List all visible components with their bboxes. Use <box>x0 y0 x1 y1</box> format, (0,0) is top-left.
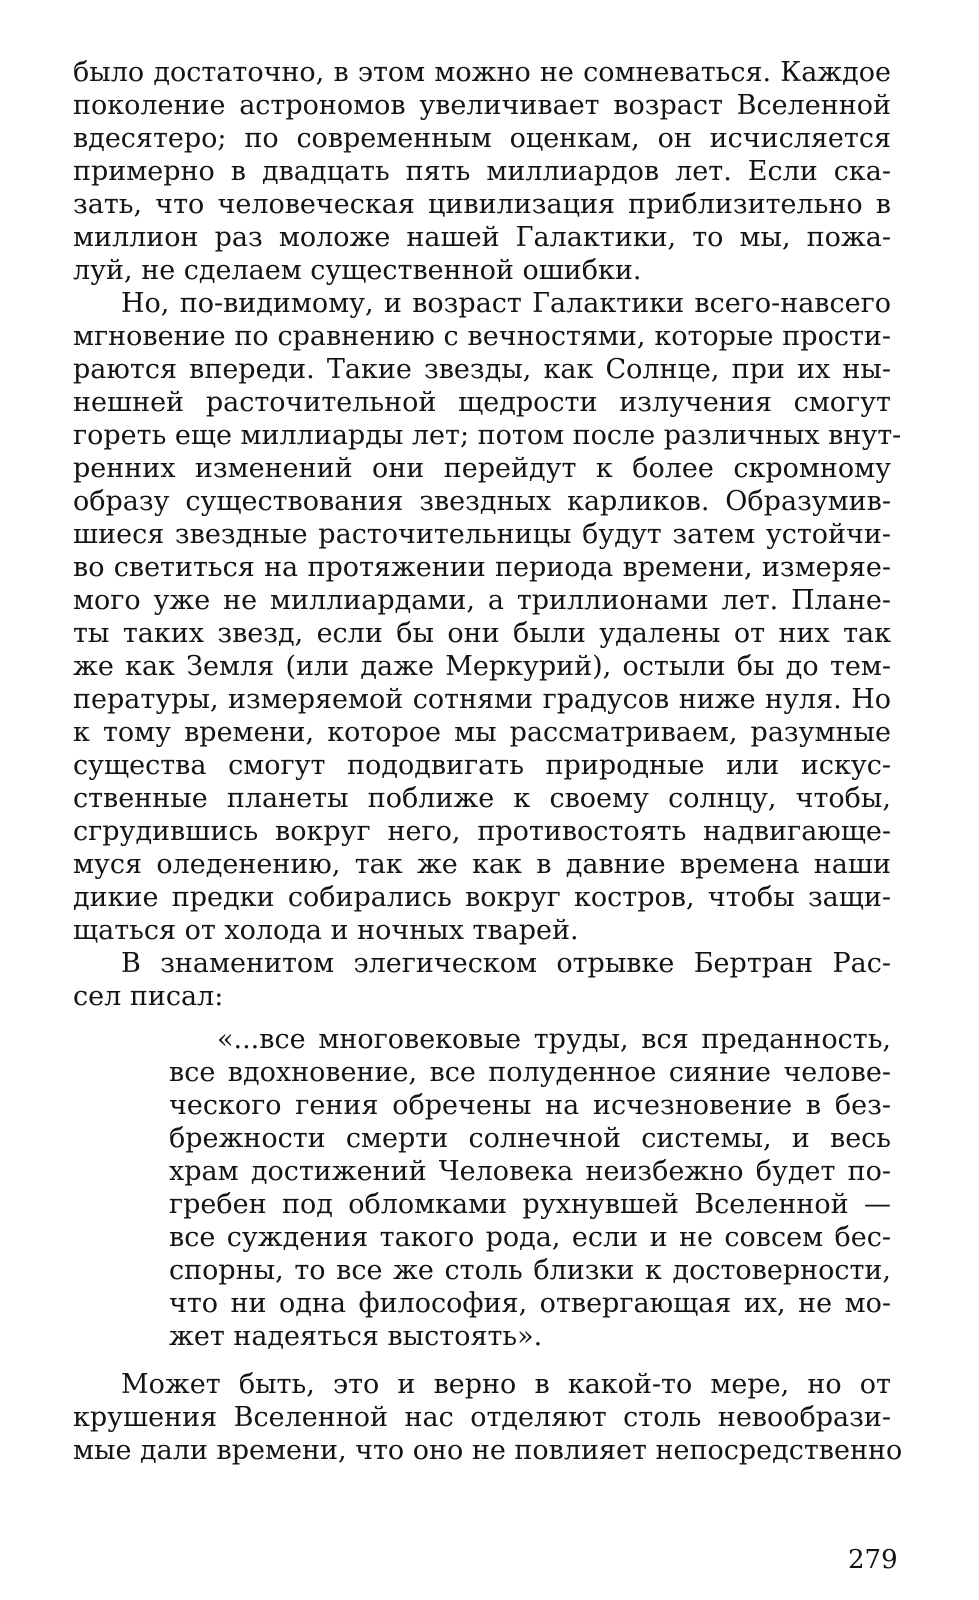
text-line: луй, не сделаем существенной ошибки. <box>73 255 642 286</box>
quote-line: ческого гения обречены на исчезновение в без- <box>169 1090 891 1121</box>
text-line: нешней расточительной щедрости излучения смогут <box>73 387 891 418</box>
text-line: ственные планеты поближе к своему солнцу, чтобы, <box>73 783 891 814</box>
paragraph-start: В знаменитом элегическом отрывке Бертран Рас- <box>121 948 891 979</box>
text-line: миллион раз моложе нашей Галактики, то мы, пожа- <box>73 222 891 253</box>
quote-line: жет надеяться выстоять». <box>169 1321 543 1352</box>
text-line: к тому времени, которое мы рассматриваем, разумные <box>73 717 891 748</box>
quote-line: храм достижений Человека неизбежно будет по- <box>169 1156 891 1187</box>
quote-line: спорны, то все же столь близки к достоверности, <box>169 1255 891 1286</box>
text-line: шиеся звездные расточительницы будут затем устойчи- <box>73 519 891 550</box>
text-line: сгрудившись вокруг него, противостоять надвигающе- <box>73 816 891 847</box>
text-line: крушения Вселенной нас отделяют столь невообрази- <box>73 1402 891 1433</box>
text-line: зать, что человеческая цивилизация приблизительно в <box>73 189 891 220</box>
text-line: вдесятеро; по современным оценкам, он исчисляется <box>73 123 891 154</box>
text-line: гореть еще миллиарды лет; потом после различных внут- <box>73 420 902 451</box>
quote-line: брежности смерти солнечной системы, и весь <box>169 1123 891 1154</box>
text-line: образу существования звездных карликов. Образумив- <box>73 486 891 517</box>
text-line: было достаточно, в этом можно не сомневаться. Каждое <box>73 57 891 88</box>
quote-line: «...все многовековые труды, вся преданность, <box>217 1024 891 1055</box>
text-line: муся оледенению, так же как в давние времена наши <box>73 849 891 880</box>
paragraph-start: Но, по-видимому, и возраст Галактики всего-навсего <box>121 288 891 319</box>
text-line: пературы, измеряемой сотнями градусов ниже нуля. Но <box>73 684 891 715</box>
paragraph-start: Может быть, это и верно в какой-то мере, но от <box>121 1369 891 1400</box>
text-line: примерно в двадцать пять миллиардов лет. Если ска- <box>73 156 891 187</box>
page-number: 279 <box>848 1545 898 1575</box>
text-line: же как Земля (или даже Меркурий), остыли бы до тем- <box>73 651 891 682</box>
text-line: ренних изменений они перейдут к более скромному <box>73 453 891 484</box>
text-line: раются впереди. Такие звезды, как Солнце, при их ны- <box>73 354 891 385</box>
text-line: поколение астрономов увеличивает возраст Вселенной <box>73 90 891 121</box>
text-line: дикие предки собирались вокруг костров, чтобы защи- <box>73 882 891 913</box>
text-line: щаться от холода и ночных тварей. <box>73 915 579 946</box>
quote-line: что ни одна философия, отвергающая их, не мо- <box>169 1288 891 1319</box>
quote-line: гребен под обломками рухнувшей Вселенной — <box>169 1189 891 1220</box>
text-line: сел писал: <box>73 981 224 1012</box>
text-line: мого уже не миллиардами, а триллионами лет. Плане- <box>73 585 891 616</box>
quote-line: все суждения такого рода, если и не совсем бес- <box>169 1222 891 1253</box>
text-line: во светиться на протяжении периода времени, измеряе- <box>73 552 891 583</box>
text-line: мгновение по сравнению с вечностями, которые прости- <box>73 321 891 352</box>
text-line: мые дали времени, что оно не повлияет непосредственно <box>73 1435 903 1466</box>
text-line: существа смогут пододвигать природные или искус- <box>73 750 891 781</box>
quote-line: все вдохновение, все полуденное сияние челове- <box>169 1057 891 1088</box>
text-line: ты таких звезд, если бы они были удалены от них так <box>73 618 891 649</box>
